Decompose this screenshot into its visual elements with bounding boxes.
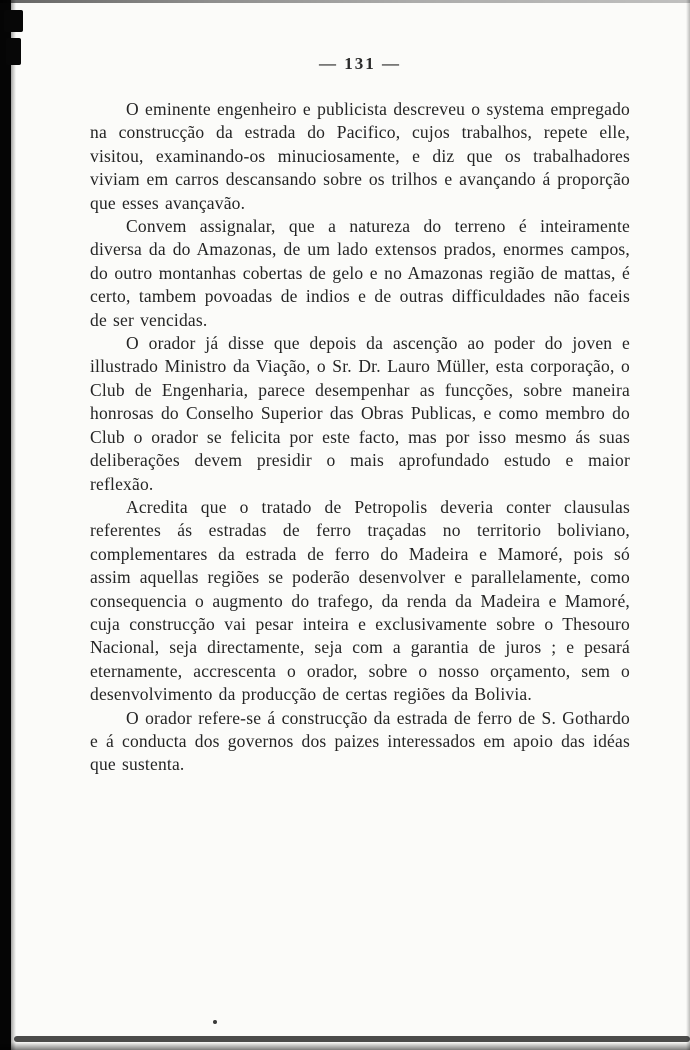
scan-edge-bottom-fade: [0, 1042, 690, 1050]
scan-edge-top: [0, 0, 690, 3]
paragraph-4: Acredita que o tratado de Petropolis deveria conter clausulas referentes ás estradas de ferro traçadas no territorio boliviano, complementares da estrada de ferro do Madeira e Mamoré, pois só assim aquellas regiões se poderão desenvolver e parallelamente, como consequencia o augmento do trafego, da renda da Madeira e Mamoré, cuja construcção vai pesar inteira e exclusivamente sobre o Thesouro Nacional, seja directamente, seja com a garantia de juros ; e pesará eternamente, accrescenta o orador, sobre o nosso orçamento, sem o desenvolvimento da producção de certas regiões da Bolivia.: [90, 496, 630, 705]
scan-edge-left-shadow: [11, 0, 16, 1050]
paragraph-2: Convem assignalar, que a natureza do terreno é inteiramente diversa da do Amazonas, de um lado extensos prados, enormes campos, do outro montanhas cobertas de gelo e no Amazonas região de mattas, é certo, tambem povoadas de indios e de outras difficuldades não faceis de ser vencidas.: [90, 216, 630, 330]
paragraph-5: O orador refere-se á construcção da estrada de ferro de S. Gothardo e á conducta dos governos dos paizes interessados em apoio das idéas que sustenta.: [90, 707, 630, 775]
scan-edge-left: [0, 0, 11, 1050]
paragraph-1: O eminente engenheiro e publicista descreveu o systema empregado na construcção da estrada do Pacifico, cujos trabalhos, repete elle, visitou, examinando-os minuciosamente, e diz que os trabalhadores viviam em carros descansando sobre os trilhos e avançando á proporção que esses avançavão.: [90, 99, 630, 213]
page-text-block: [90, 54, 630, 777]
scan-edge-right: [686, 0, 690, 1050]
scan-mark-top-left-1: [4, 10, 23, 32]
body-text: [90, 98, 630, 777]
scan-speck: [213, 1020, 217, 1024]
paragraph-3: O orador já disse que depois da ascenção ao poder do joven e illustrado Ministro da Viação, o Sr. Dr. Lauro Müller, esta corporação, o Club de Engenharia, parece desempenhar as funcções, sobre maneira honrosas do Conselho Superior das Obras Publicas, e como membro do Club o orador se felicita por este facto, mas por isso mesmo ás suas deliberações devem presidir o mais aprofundado estudo e maior reflexão.: [90, 333, 630, 494]
page-number: — 131 —: [319, 54, 401, 73]
scan-mark-top-left-2: [6, 38, 21, 65]
